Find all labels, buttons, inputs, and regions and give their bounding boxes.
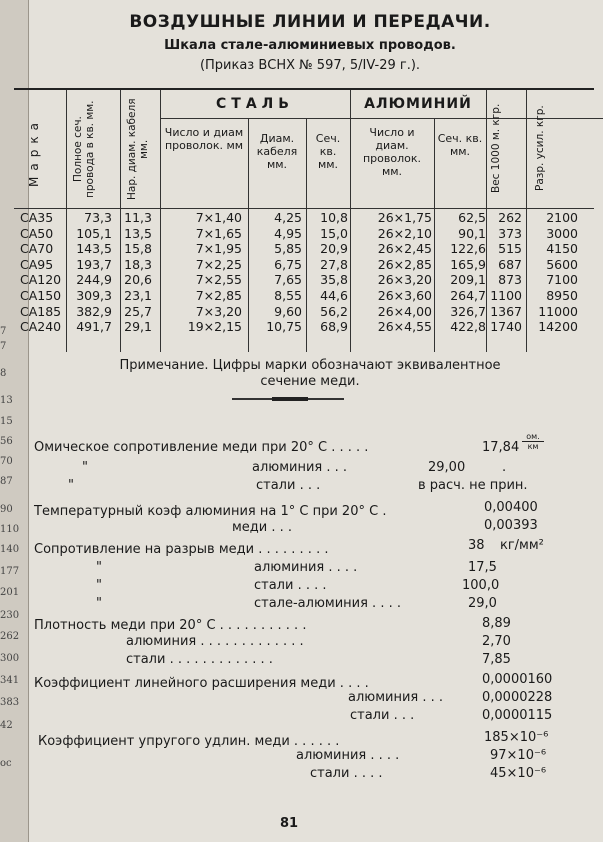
cell-al-wires: 26×2,45 [377, 241, 432, 257]
elastic-elongation-label: Коэффициент упругого удлин. меди . . . . . . [38, 734, 340, 749]
cell-al-section: 165,9 [450, 256, 486, 272]
cell-al-section: 90,1 [458, 225, 486, 241]
header-al-wires: Число и диам. проволок. мм. [362, 126, 422, 178]
cell-outer-diameter: 25,7 [124, 303, 152, 319]
header-al-section: Сеч. кв. мм. [437, 132, 483, 158]
cell-al-wires: 26×3,20 [377, 272, 432, 288]
cell-steel-diameter: 6,75 [274, 256, 302, 272]
ohm-unit-numerator: ом. [526, 432, 540, 441]
order-reference: (Приказ ВСНХ № 597, 5/IV-29 г.). [199, 58, 421, 73]
ditto-mark: " [82, 460, 88, 475]
gutter-number: 7 [0, 341, 7, 352]
gutter-number: 15 [0, 416, 13, 427]
cell-weight: 373 [498, 225, 522, 241]
cell-steel-diameter: 4,25 [274, 210, 302, 225]
gutter-number: 56 [0, 436, 13, 447]
table-row [14, 226, 594, 242]
cell-weight: 1367 [490, 303, 522, 319]
gutter-number: 201 [0, 587, 20, 598]
ohm-aluminium-value: 29,00 [428, 460, 466, 475]
header-steel-section: Сеч. кв. мм. [315, 132, 341, 171]
tensile-steel-al-value: 29,0 [468, 596, 497, 611]
cell-al-wires: 26×2,85 [377, 256, 432, 272]
temp-coef-copper-label: меди . . . [232, 520, 293, 535]
cell-outer-diameter: 18,3 [124, 256, 152, 272]
cell-full-section: 105,1 [76, 225, 112, 241]
tensile-aluminium-label: алюминия . . . . [254, 560, 358, 575]
cell-steel-diameter: 5,85 [274, 241, 302, 257]
cell-al-wires: 26×1,75 [377, 210, 432, 225]
linear-expansion-aluminium-value: 0,0000228 [482, 690, 553, 705]
cell-steel-wires: 7×1,95 [195, 241, 242, 257]
cell-full-section: 491,7 [76, 319, 112, 335]
cell-al-section: 122,6 [450, 241, 486, 257]
elastic-elongation-steel-label: стали . . . . [310, 766, 383, 781]
elastic-elongation-steel-value: 45×10⁻⁶ [490, 766, 547, 781]
cell-steel-wires: 7×2,25 [195, 256, 242, 272]
cell-al-section: 422,8 [450, 319, 486, 335]
cell-breaking-load: 4150 [546, 241, 578, 257]
linear-expansion-aluminium-label: алюминия . . . [348, 690, 444, 705]
cell-marka: СА95 [20, 256, 54, 272]
density-aluminium-label: алюминия . . . . . . . . . . . . . [126, 634, 304, 649]
gutter-number: 70 [0, 456, 13, 467]
cell-steel-section: 44,6 [320, 287, 348, 303]
cell-weight: 1100 [490, 287, 522, 303]
density-steel-label: стали . . . . . . . . . . . . . [126, 652, 273, 667]
header-breaking-load: Разр. усил. кгр. [534, 105, 546, 191]
cell-al-wires: 26×2,10 [377, 225, 432, 241]
cell-outer-diameter: 29,1 [124, 319, 152, 335]
cell-steel-section: 20,9 [320, 241, 348, 257]
header-bottom-rule [14, 208, 594, 209]
gutter-number: 7 [0, 326, 7, 337]
elastic-elongation-copper-value: 185×10⁻⁶ [484, 730, 549, 745]
table-row [14, 241, 594, 257]
table-row [14, 272, 594, 288]
cell-breaking-load: 14200 [538, 319, 578, 335]
gutter-number: 383 [0, 697, 20, 708]
table-row [14, 304, 594, 320]
cell-weight: 515 [498, 241, 522, 257]
temp-coef-copper-value: 0,00393 [484, 518, 538, 533]
cell-steel-wires: 19×2,15 [187, 319, 242, 335]
cell-weight: 873 [498, 272, 522, 288]
cell-outer-diameter: 23,1 [124, 287, 152, 303]
cell-breaking-load: 8950 [546, 287, 578, 303]
density-copper-label: Плотность меди при 20° С . . . . . . . . . . . [34, 618, 307, 633]
note-line-2: сечение меди. [260, 374, 360, 389]
cell-steel-wires: 7×1,40 [195, 210, 242, 225]
linear-expansion-label: Коэффициент линейного расширения меди . . . . [34, 676, 369, 691]
cell-marka: СА70 [20, 241, 54, 257]
ohm-steel-value: в расч. не прин. [418, 478, 528, 493]
cell-steel-section: 35,8 [320, 272, 348, 288]
ohm-unit-denominator: км [522, 441, 544, 451]
header-steel-diameter: Диам. кабеля мм. [256, 132, 298, 171]
header-weight: Вес 1000 м. кгр. [490, 103, 502, 193]
cell-outer-diameter: 15,8 [124, 241, 152, 257]
density-copper-value: 8,89 [482, 616, 511, 631]
cell-breaking-load: 11000 [538, 303, 578, 319]
group-steel: СТАЛЬ [216, 96, 294, 112]
elastic-elongation-aluminium-label: алюминия . . . . [296, 748, 400, 763]
cell-steel-section: 15,0 [320, 225, 348, 241]
linear-expansion-steel-label: стали . . . [350, 708, 415, 723]
cell-weight: 1740 [490, 319, 522, 335]
table-row [14, 257, 594, 273]
cell-steel-diameter: 9,60 [274, 303, 302, 319]
cell-steel-wires: 7×2,55 [195, 272, 242, 288]
cell-steel-wires: 7×2,85 [195, 287, 242, 303]
gutter-number: 87 [0, 476, 13, 487]
divider-ornament [272, 397, 308, 401]
cell-steel-diameter: 7,65 [274, 272, 302, 288]
cell-breaking-load: 7100 [546, 272, 578, 288]
ohm-steel-label: стали . . . [256, 478, 321, 493]
table-body [14, 210, 594, 335]
cell-al-section: 62,5 [458, 210, 486, 225]
cell-al-section: 326,7 [450, 303, 486, 319]
cell-steel-diameter: 4,95 [274, 225, 302, 241]
cell-marka: СА50 [20, 225, 54, 241]
cell-al-section: 209,1 [450, 272, 486, 288]
cell-al-wires: 26×3,60 [377, 287, 432, 303]
gutter-number: 300 [0, 653, 20, 664]
cell-breaking-load: 2100 [546, 210, 578, 225]
gutter-number: 110 [0, 524, 20, 535]
table-row [14, 210, 594, 226]
ohm-aluminium-label: алюминия . . . [252, 460, 348, 475]
gutter-number: ос [0, 758, 12, 769]
density-aluminium-value: 2,70 [482, 634, 511, 649]
cell-al-section: 264,7 [450, 287, 486, 303]
temp-coef-value: 0,00400 [484, 500, 538, 515]
page-title: ВОЗДУШНЫЕ ЛИНИИ И ПЕРЕДАЧИ. [129, 12, 491, 32]
cell-outer-diameter: 11,3 [124, 210, 152, 225]
page-subtitle: Шкала стале-алюминиевых проводов. [164, 38, 456, 53]
ohm-unit [522, 432, 544, 451]
gutter-number: 42 [0, 720, 13, 731]
note-line-1: Примечание. Цифры марки обозначают эквивалентное [119, 358, 501, 373]
cell-full-section: 193,7 [76, 256, 112, 272]
tensile-copper-label: Сопротивление на разрыв меди . . . . . . . . . [34, 542, 329, 557]
cell-steel-diameter: 8,55 [274, 287, 302, 303]
gutter-number: 341 [0, 675, 20, 686]
linear-expansion-copper-value: 0,0000160 [482, 672, 553, 687]
cell-steel-section: 10,8 [320, 210, 348, 225]
gutter-number: 262 [0, 631, 20, 642]
cell-full-section: 244,9 [76, 272, 112, 288]
header-outer-diameter: Нар. диам. кабеля мм. [126, 98, 150, 200]
ohm-copper-label: Омическое сопротивление меди при 20° С . . . . . [34, 440, 369, 455]
cell-steel-section: 27,8 [320, 256, 348, 272]
temp-coef-label: Температурный коэф алюминия на 1° С при 20° С . [34, 504, 387, 519]
tensile-unit: кг/мм² [500, 538, 544, 553]
gutter-number: 230 [0, 610, 20, 621]
ditto-mark: " [96, 578, 102, 593]
cell-breaking-load: 3000 [546, 225, 578, 241]
ditto-mark: . [502, 460, 507, 475]
cell-marka: СА150 [20, 287, 62, 303]
cell-full-section: 73,3 [84, 210, 112, 225]
gutter-number: 177 [0, 566, 20, 577]
density-steel-value: 7,85 [482, 652, 511, 667]
cell-outer-diameter: 20,6 [124, 272, 152, 288]
cell-al-wires: 26×4,55 [377, 319, 432, 335]
cell-full-section: 382,9 [76, 303, 112, 319]
cell-weight: 262 [498, 210, 522, 225]
cell-steel-diameter: 10,75 [266, 319, 302, 335]
tensile-copper-value: 38 [468, 538, 485, 553]
page-number: 81 [280, 816, 299, 831]
header-steel-wires: Число и диам проволок. мм [164, 126, 244, 152]
cell-marka: СА240 [20, 319, 62, 335]
ohm-copper-value: 17,84 [482, 440, 520, 455]
cell-marka: СА35 [20, 210, 54, 225]
group-aluminium: АЛЮМИНИЙ [364, 96, 472, 112]
tensile-steel-al-label: стале-алюминия . . . . [254, 596, 401, 611]
cell-full-section: 143,5 [76, 241, 112, 257]
gutter-number: 140 [0, 544, 20, 555]
cell-steel-wires: 7×1,65 [195, 225, 242, 241]
header-full-section: Полное сеч. провода в кв. мм. [72, 100, 96, 198]
table-row [14, 319, 594, 335]
gutter-number: 13 [0, 395, 13, 406]
tensile-aluminium-value: 17,5 [468, 560, 497, 575]
table-row [14, 288, 594, 304]
cell-steel-wires: 7×3,20 [195, 303, 242, 319]
ditto-mark: " [68, 478, 74, 493]
tensile-steel-value: 100,0 [462, 578, 500, 593]
ditto-mark: " [96, 560, 102, 575]
linear-expansion-steel-value: 0,0000115 [482, 708, 553, 723]
cell-steel-section: 68,9 [320, 319, 348, 335]
cell-outer-diameter: 13,5 [124, 225, 152, 241]
ditto-mark: " [96, 596, 102, 611]
cell-full-section: 309,3 [76, 287, 112, 303]
cell-breaking-load: 5600 [546, 256, 578, 272]
cell-al-wires: 26×4,00 [377, 303, 432, 319]
cell-marka: СА185 [20, 303, 62, 319]
elastic-elongation-aluminium-value: 97×10⁻⁶ [490, 748, 547, 763]
cell-marka: СА120 [20, 272, 62, 288]
header-marka: Марка [27, 117, 41, 187]
gutter-number: 90 [0, 504, 13, 515]
table-note [40, 358, 580, 390]
cell-steel-section: 56,2 [320, 303, 348, 319]
gutter-number: 8 [0, 368, 7, 379]
tensile-steel-label: стали . . . . [254, 578, 327, 593]
cell-weight: 687 [498, 256, 522, 272]
